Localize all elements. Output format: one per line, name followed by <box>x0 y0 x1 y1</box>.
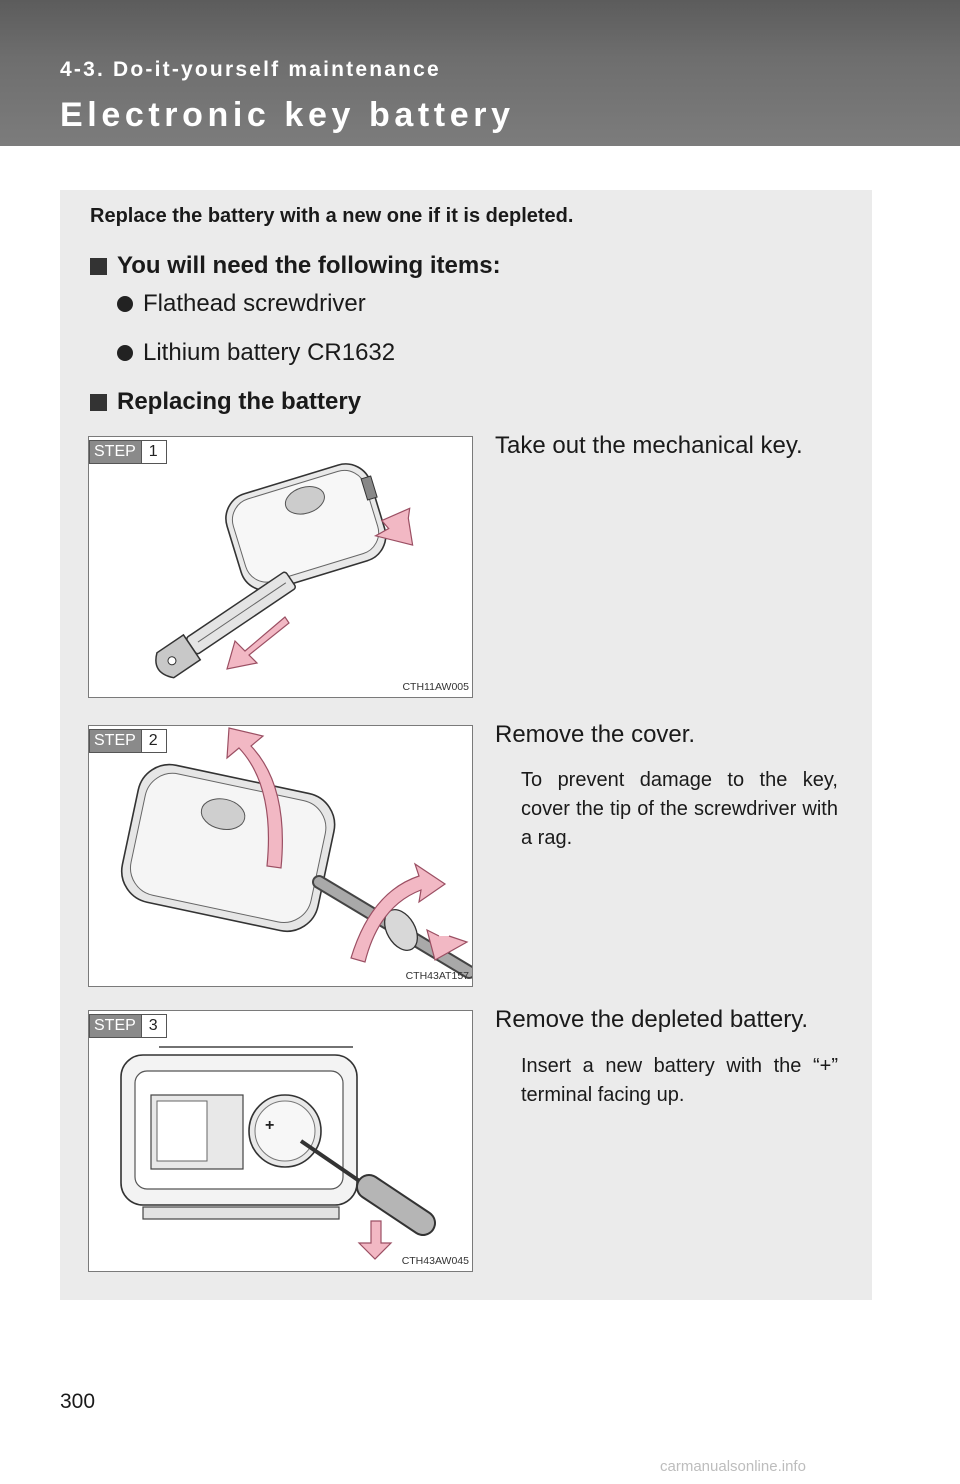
page-header <box>0 0 960 146</box>
step-3-title: Remove the depleted battery. <box>495 1006 809 1033</box>
key-removal-illustration <box>89 437 473 698</box>
step-number: 2 <box>141 730 166 752</box>
step-badge <box>89 1014 167 1038</box>
list-item <box>117 290 366 318</box>
list-item-text: Flathead screwdriver <box>143 290 366 317</box>
step-word: STEP <box>90 730 141 752</box>
step-number: 3 <box>141 1015 166 1037</box>
step-1-figure <box>88 436 473 698</box>
intro-text: Replace the battery with a new one if it is depleted. <box>90 205 574 227</box>
replacing-heading <box>90 388 361 416</box>
figure-code: CTH43AT157 <box>405 970 469 982</box>
page-title: Electronic key battery <box>60 96 515 134</box>
step-2-figure <box>88 725 473 987</box>
cover-removal-illustration <box>89 726 473 987</box>
step-1-title: Take out the mechanical key. <box>495 432 803 459</box>
figure-code: CTH43AW045 <box>401 1255 469 1267</box>
replacing-heading-text: Replacing the battery <box>117 388 362 415</box>
step-word: STEP <box>90 1015 141 1037</box>
figure-code: CTH11AW005 <box>402 681 469 693</box>
square-bullet-icon <box>90 258 107 275</box>
step-word: STEP <box>90 441 141 463</box>
battery-removal-illustration <box>89 1011 473 1272</box>
square-bullet-icon <box>90 394 107 411</box>
section-label: 4-3. Do-it-yourself maintenance <box>60 58 441 81</box>
watermark: carmanualsonline.info <box>660 1458 806 1475</box>
list-item-text: Lithium battery CR1632 <box>143 339 396 366</box>
battery-plus-mark: + <box>265 1117 275 1134</box>
step-number: 1 <box>141 441 166 463</box>
step-2-note: To prevent damage to the key, cover the tip of the screwdriver with a rag. <box>521 769 838 849</box>
circle-bullet-icon <box>117 296 133 312</box>
items-heading <box>90 252 501 280</box>
items-heading-text: You will need the following items: <box>117 252 501 279</box>
page-number: 300 <box>60 1390 96 1413</box>
step-2-title: Remove the cover. <box>495 721 696 748</box>
step-badge <box>89 440 167 464</box>
step-badge <box>89 729 167 753</box>
circle-bullet-icon <box>117 345 133 361</box>
step-3-note: Insert a new battery with the “+” terminal facing up. <box>521 1055 838 1106</box>
step-3-figure <box>88 1010 473 1272</box>
list-item <box>117 339 395 367</box>
